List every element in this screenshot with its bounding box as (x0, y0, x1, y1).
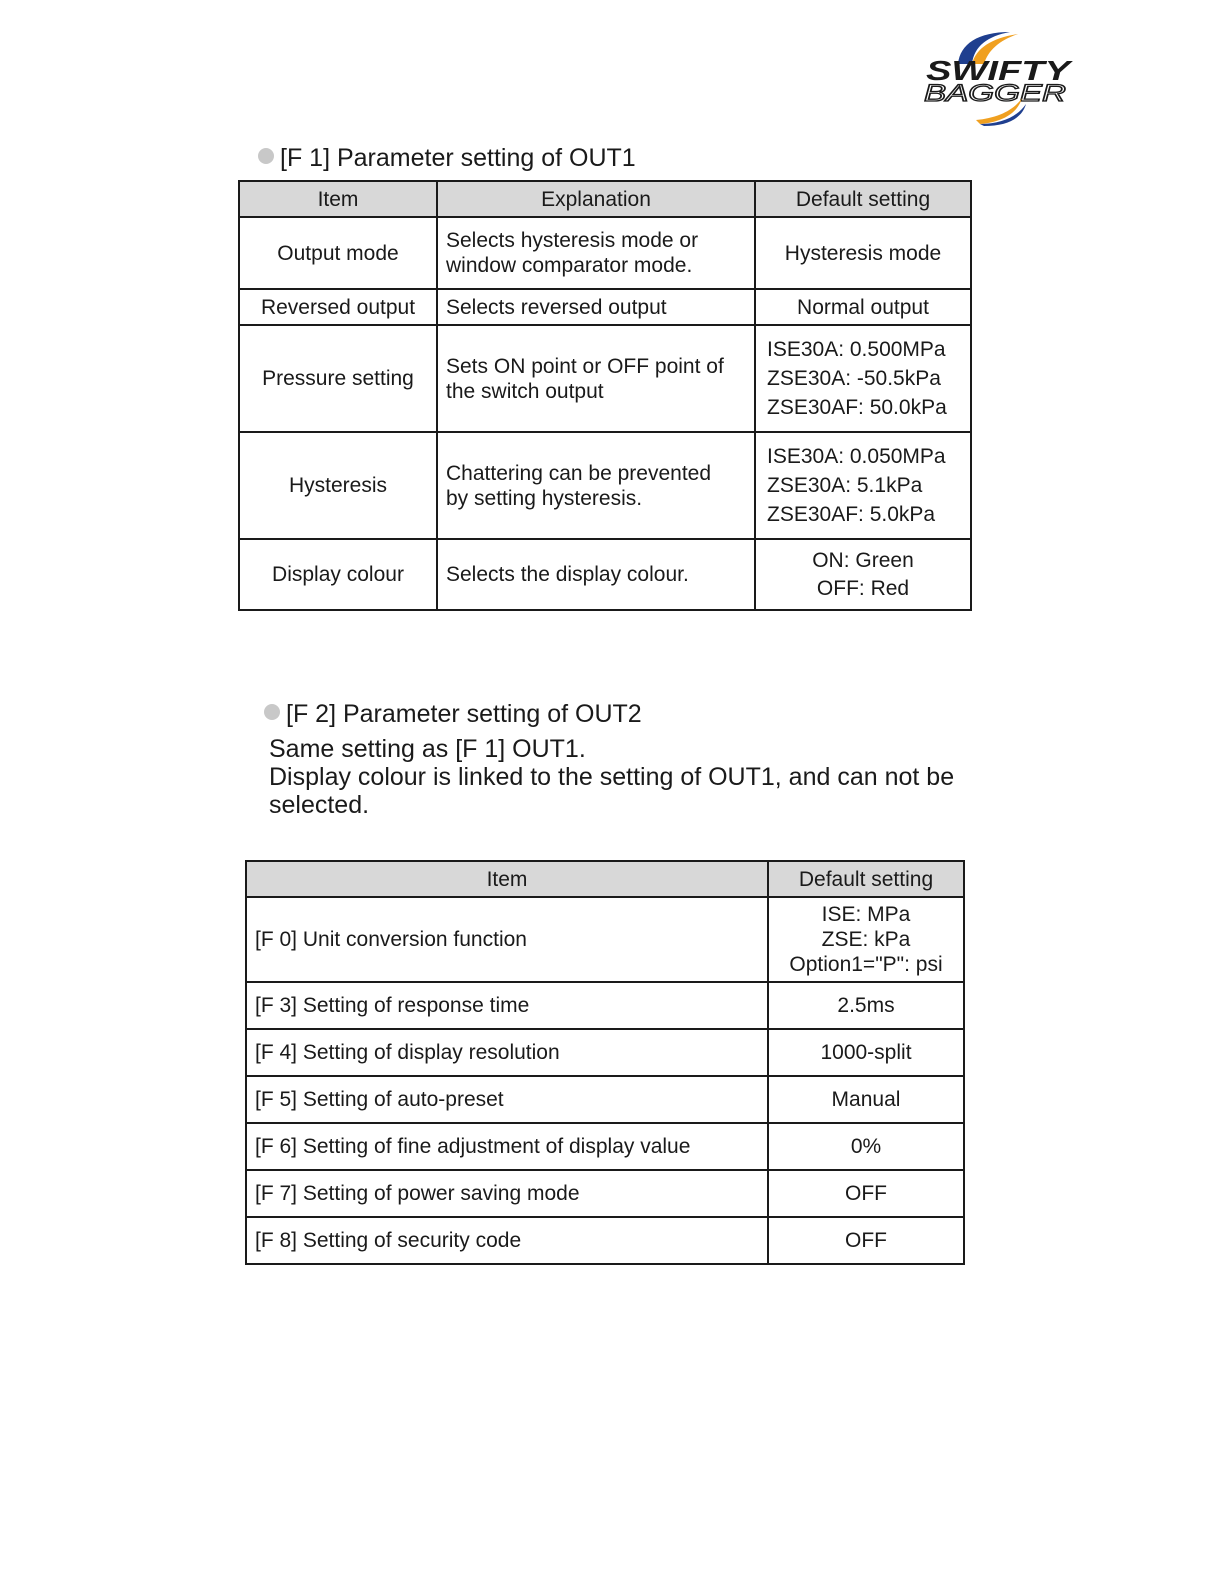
default-line: OFF (845, 1182, 887, 1205)
table-row (239, 289, 971, 325)
other-parameters-table (245, 860, 965, 1265)
f2-description (269, 735, 954, 819)
bullet-icon (258, 148, 274, 164)
table-header-row (246, 861, 964, 897)
table-row (246, 982, 964, 1029)
explanation-line: by setting hysteresis. (446, 486, 643, 510)
default-cell (755, 325, 971, 432)
header-item: Item (239, 181, 437, 217)
default-line: ZSE30A: 5.1kPa (767, 474, 923, 497)
item-cell: [F 3] Setting of response time (246, 982, 768, 1029)
item-cell: Display colour (239, 539, 437, 610)
default-line: ISE: MPa (821, 903, 911, 926)
default-line: ON: Green (812, 548, 914, 572)
f2-title-text: [F 2] Parameter setting of OUT2 (286, 700, 642, 728)
default-cell (755, 289, 971, 325)
default-cell (768, 897, 964, 982)
table-row (246, 1170, 964, 1217)
explanation-cell (437, 432, 755, 539)
swifty-bagger-logo (918, 26, 1078, 126)
default-cell (768, 1076, 964, 1123)
f2-line: Display colour is linked to the setting of OUT1, and can not be (269, 763, 955, 791)
explanation-cell (437, 539, 755, 610)
item-cell: Hysteresis (239, 432, 437, 539)
explanation-line: Selects hysteresis mode or (446, 229, 699, 252)
item-cell: [F 8] Setting of security code (246, 1217, 768, 1264)
default-line: ZSE: kPa (821, 928, 911, 951)
item-cell: [F 4] Setting of display resolution (246, 1029, 768, 1076)
f2-line: Same setting as [F 1] OUT1. (269, 735, 586, 763)
item-cell: [F 7] Setting of power saving mode (246, 1170, 768, 1217)
default-cell (755, 217, 971, 289)
header-item: Item (246, 861, 768, 897)
default-cell (755, 432, 971, 539)
default-cell (755, 539, 971, 610)
item-cell: Output mode (239, 217, 437, 289)
table-row (239, 539, 971, 610)
default-line: 0% (850, 1135, 882, 1158)
default-cell (768, 1029, 964, 1076)
default-line: OFF (845, 1229, 887, 1252)
explanation-line: window comparator mode. (446, 254, 693, 277)
default-line: OFF: Red (816, 576, 910, 600)
default-cell (768, 1123, 964, 1170)
explanation-cell (437, 289, 755, 325)
f2-section-title (264, 699, 642, 729)
header-default-setting: Default setting (755, 181, 971, 217)
f1-title-text: [F 1] Parameter setting of OUT1 (280, 144, 636, 172)
f1-section-title (258, 143, 636, 173)
table-row (246, 1123, 964, 1170)
header-default-setting: Default setting (768, 861, 964, 897)
default-cell (768, 1170, 964, 1217)
default-cell (768, 1217, 964, 1264)
default-line: Hysteresis mode (784, 241, 942, 265)
default-line: 1000-split (820, 1041, 912, 1064)
explanation-line: Selects the display colour. (446, 563, 689, 586)
table-header-row (239, 181, 971, 217)
default-line: ISE30A: 0.050MPa (767, 445, 946, 468)
table-row (246, 1029, 964, 1076)
item-cell: [F 6] Setting of fine adjustment of display value (246, 1123, 768, 1170)
bullet-icon (264, 704, 280, 720)
item-cell: Pressure setting (239, 325, 437, 432)
table-row (246, 897, 964, 982)
header-explanation: Explanation (437, 181, 755, 217)
default-line: Manual (831, 1088, 901, 1111)
table-row (246, 1217, 964, 1264)
f1-parameter-table (238, 180, 972, 611)
explanation-cell (437, 325, 755, 432)
default-line: ISE30A: 0.500MPa (767, 338, 946, 361)
explanation-cell (437, 217, 755, 289)
default-line: 2.5ms (837, 994, 895, 1017)
explanation-line: Selects reversed output (446, 295, 667, 319)
default-line: ZSE30AF: 5.0kPa (767, 503, 936, 526)
logo-line1: SWIFTY (926, 55, 1074, 86)
default-line: ZSE30A: -50.5kPa (767, 367, 941, 390)
table-row (239, 325, 971, 432)
item-cell: [F 0] Unit conversion function (246, 897, 768, 982)
table-row (239, 432, 971, 539)
table-row (239, 217, 971, 289)
default-line: Option1="P": psi (789, 953, 943, 976)
table-row (246, 1076, 964, 1123)
default-line: Normal output (797, 295, 929, 319)
explanation-line: the switch output (446, 379, 604, 403)
default-line: ZSE30AF: 50.0kPa (767, 396, 947, 419)
item-cell: Reversed output (239, 289, 437, 325)
item-cell: [F 5] Setting of auto-preset (246, 1076, 768, 1123)
logo-line2: BAGGER (924, 80, 1066, 107)
default-cell (768, 982, 964, 1029)
f2-line: selected. (269, 791, 370, 819)
explanation-line: Sets ON point or OFF point of (446, 354, 724, 378)
explanation-line: Chattering can be prevented (446, 461, 712, 485)
